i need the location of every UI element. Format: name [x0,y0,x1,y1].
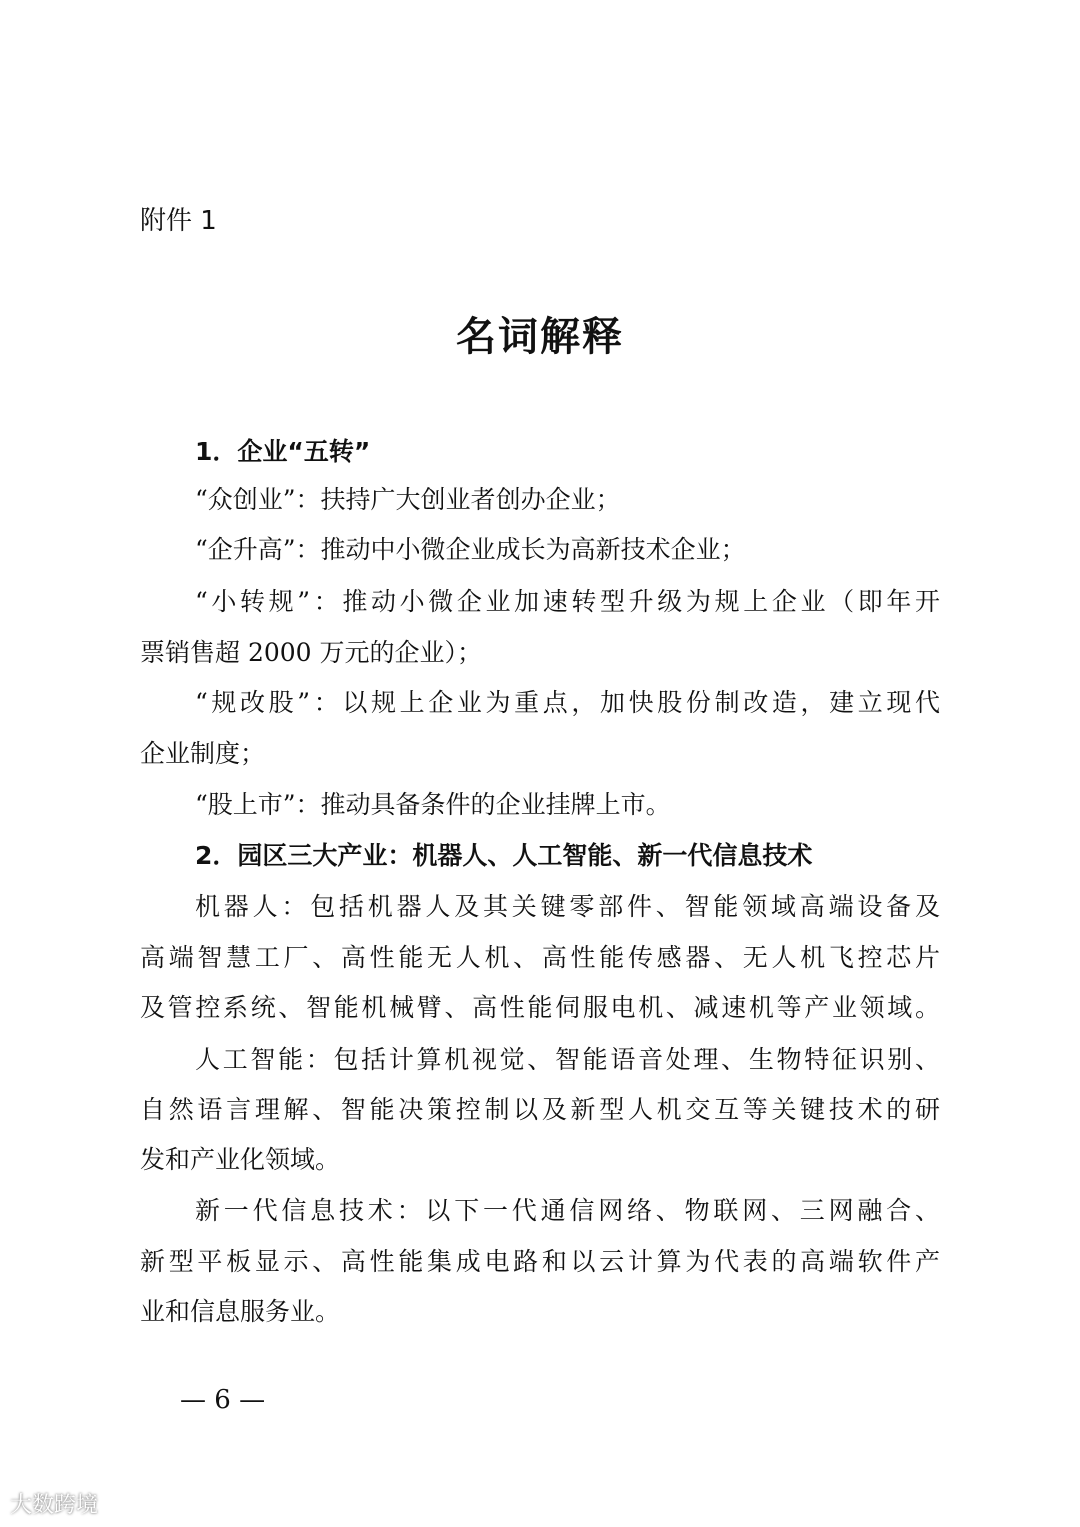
text-line: 发和产业化领域。 [140,1145,341,1174]
text-line: 新型平板显示、高性能集成电路和以云计算为代表的高端软件产 [140,1247,940,1276]
text-line: 机器人：包括机器人及其关键零部件、智能领域高端设备及 [195,892,940,921]
page-title: 名词解释 [456,313,624,360]
text-line: “小转规”：推动小微企业加速转型升级为规上企业（即年开 [195,587,940,616]
text-line: 高端智慧工厂、高性能无人机、高性能传感器、无人机飞控芯片 [140,943,940,972]
text-line: “企升高”：推动中小微企业成长为高新技术企业； [195,535,746,564]
text-line: 业和信息服务业。 [140,1297,341,1326]
text-line: 票销售超 2000 万元的企业）； [140,638,483,667]
text-line: 人工智能：包括计算机视觉、智能语音处理、生物特征识别、 [195,1045,940,1074]
section-heading: 1．企业“五转” [195,437,371,466]
text-line: 自然语言理解、智能决策控制以及新型人机交互等关键技术的研 [140,1095,940,1124]
text-line: “众创业”：扶持广大创业者创办企业； [195,485,621,514]
text-line: 企业制度； [140,739,266,768]
attachment-label: 附件 1 [140,206,217,236]
text-line: “股上市”：推动具备条件的企业挂牌上市。 [195,790,671,819]
text-line: 及管控系统、智能机械臂、高性能伺服电机、减速机等产业领域。 [140,993,940,1022]
watermark-logo: 大数跨境 [10,1493,99,1518]
text-line: “规改股”：以规上企业为重点，加快股份制改造，建立现代 [195,688,940,717]
text-line: 新一代信息技术：以下一代通信网络、物联网、三网融合、 [195,1196,940,1225]
page-number: — 6 — [180,1385,266,1415]
section-heading: 2．园区三大产业：机器人、人工智能、新一代信息技术 [195,841,813,870]
